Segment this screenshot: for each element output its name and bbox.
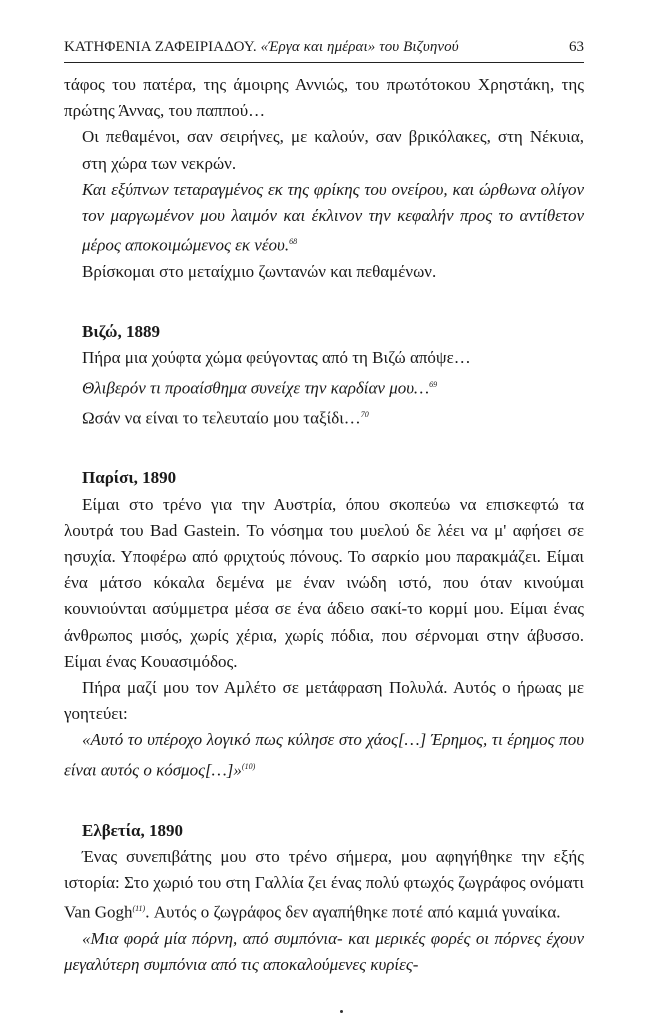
paragraph-text: . Αυτός ο ζωγράφος δεν αγαπήθηκε ποτέ από καμιά γυναίκα. (145, 902, 561, 922)
paragraph (64, 844, 584, 926)
ink-speck (340, 1010, 343, 1013)
line-text: Ωσάν να είναι το τελευταίο μου ταξίδι… (82, 408, 361, 428)
section-heading: Ελβετία, 1890 (82, 820, 184, 840)
running-header (64, 36, 584, 63)
line: Πήρα μια χούφτα χώμα φεύγοντας από τη Βιζώ απόψε… (82, 348, 471, 368)
footnote-marker: 68 (289, 237, 298, 247)
line-text: Θλιβερόν τι προαίσθημα συνείχε την καρδίαν μου… (82, 378, 430, 398)
paragraph: Βρίσκομαι στο μεταίχμιο ζωντανών και πεθαμένων. (82, 262, 437, 282)
paragraph-text: Ένας συνεπιβάτης μου στο τρένο σήμερα, μου αφηγήθηκε την εξής ιστορία: Στο χωριό του στη Γαλλία ζει ένας πολύ φτωχός ζωγράφος ονόματι Van Gogh (64, 846, 584, 922)
running-head-title: «Έργα και ημέραι» του Βιζυηνού (260, 39, 459, 55)
line (64, 372, 584, 402)
paragraph: τάφος του πατέρα, της άμοιρης Αννιώς, του πρωτότοκου Χρηστάκη, της πρώτης Άννας, του παππού… (64, 75, 584, 121)
footnote-marker: (10) (241, 761, 256, 771)
paragraph: Είμαι στο τρένο για την Αυστρία, όπου σκοπεύω να επισκεφτώ τα λουτρά του Bad Gastein. Το νόσημα του μυελού δε λέει να μ' αφήσει σε ησυχία. Υποφέρω από φριχτούς πόνους. Το σαρκίο μου παρακμάζει. Είμαι ένα μάτσο κόκαλα δεμένα με έναν ινώδη ιστό, που όταν κινούμαι κουνιούνται ασύμμετρα μέσα σε ένα άδειο σακί-το κορμί μου. Είμαι ένας άνθρωπος μισός, χωρίς χέρια, χωρίς πόδια, που σέρνομαι στην άβυσσο. Είμαι ένας Κουασιμόδος. (64, 494, 584, 671)
quote-text: «Αυτό το υπέροχο λογικό πως κύλησε στο χάος[…] Έρημος, τι έρημος που είναι αυτός ο κόσμος[…]» (64, 730, 584, 780)
running-head (64, 36, 459, 58)
section-heading: Παρίσι, 1890 (82, 468, 177, 488)
paragraph: Οι πεθαμένοι, σαν σειρήνες, με καλούν, σαν βρικόλακες, στη Νέκυια, στη χώρα των νεκρών. (82, 127, 584, 173)
section-heading: Βιζώ, 1889 (82, 322, 160, 342)
page-body (64, 72, 584, 978)
page-number: 63 (569, 39, 584, 55)
footnote-marker: (11) (132, 904, 146, 914)
quote-paragraph: «Μια φορά μία πόρνη, από συμπόνια- και μερικές φορές οι πόρνες έχουν μεγαλύτερη συμπόνια από τις αποκαλούμενες κυρίες- (64, 928, 584, 975)
footnote-marker: 70 (360, 409, 369, 419)
line (64, 402, 584, 432)
footnote-marker: 69 (429, 379, 438, 389)
quote-text: Και εξύπνων τεταραγμένος εκ της φρίκης του ονείρου, και ώρθωνα ολίγον τον μαργωμένον μου λαιμόν και έκλινον την κεφαλήν προς το αντίθετον μέρος αποκοιμώμενος εκ νέου. (82, 179, 584, 255)
running-head-author: ΚΑΤΗΦΕΝΙΑ ΖΑΦΕΙΡΙΑΔΟΥ. (64, 39, 261, 55)
quote-paragraph (64, 177, 584, 259)
quote-paragraph (64, 727, 584, 783)
paragraph: Πήρα μαζί μου τον Αμλέτο σε μετάφραση Πολυλά. Αυτός ο ήρωας με γοητεύει: (64, 678, 584, 724)
